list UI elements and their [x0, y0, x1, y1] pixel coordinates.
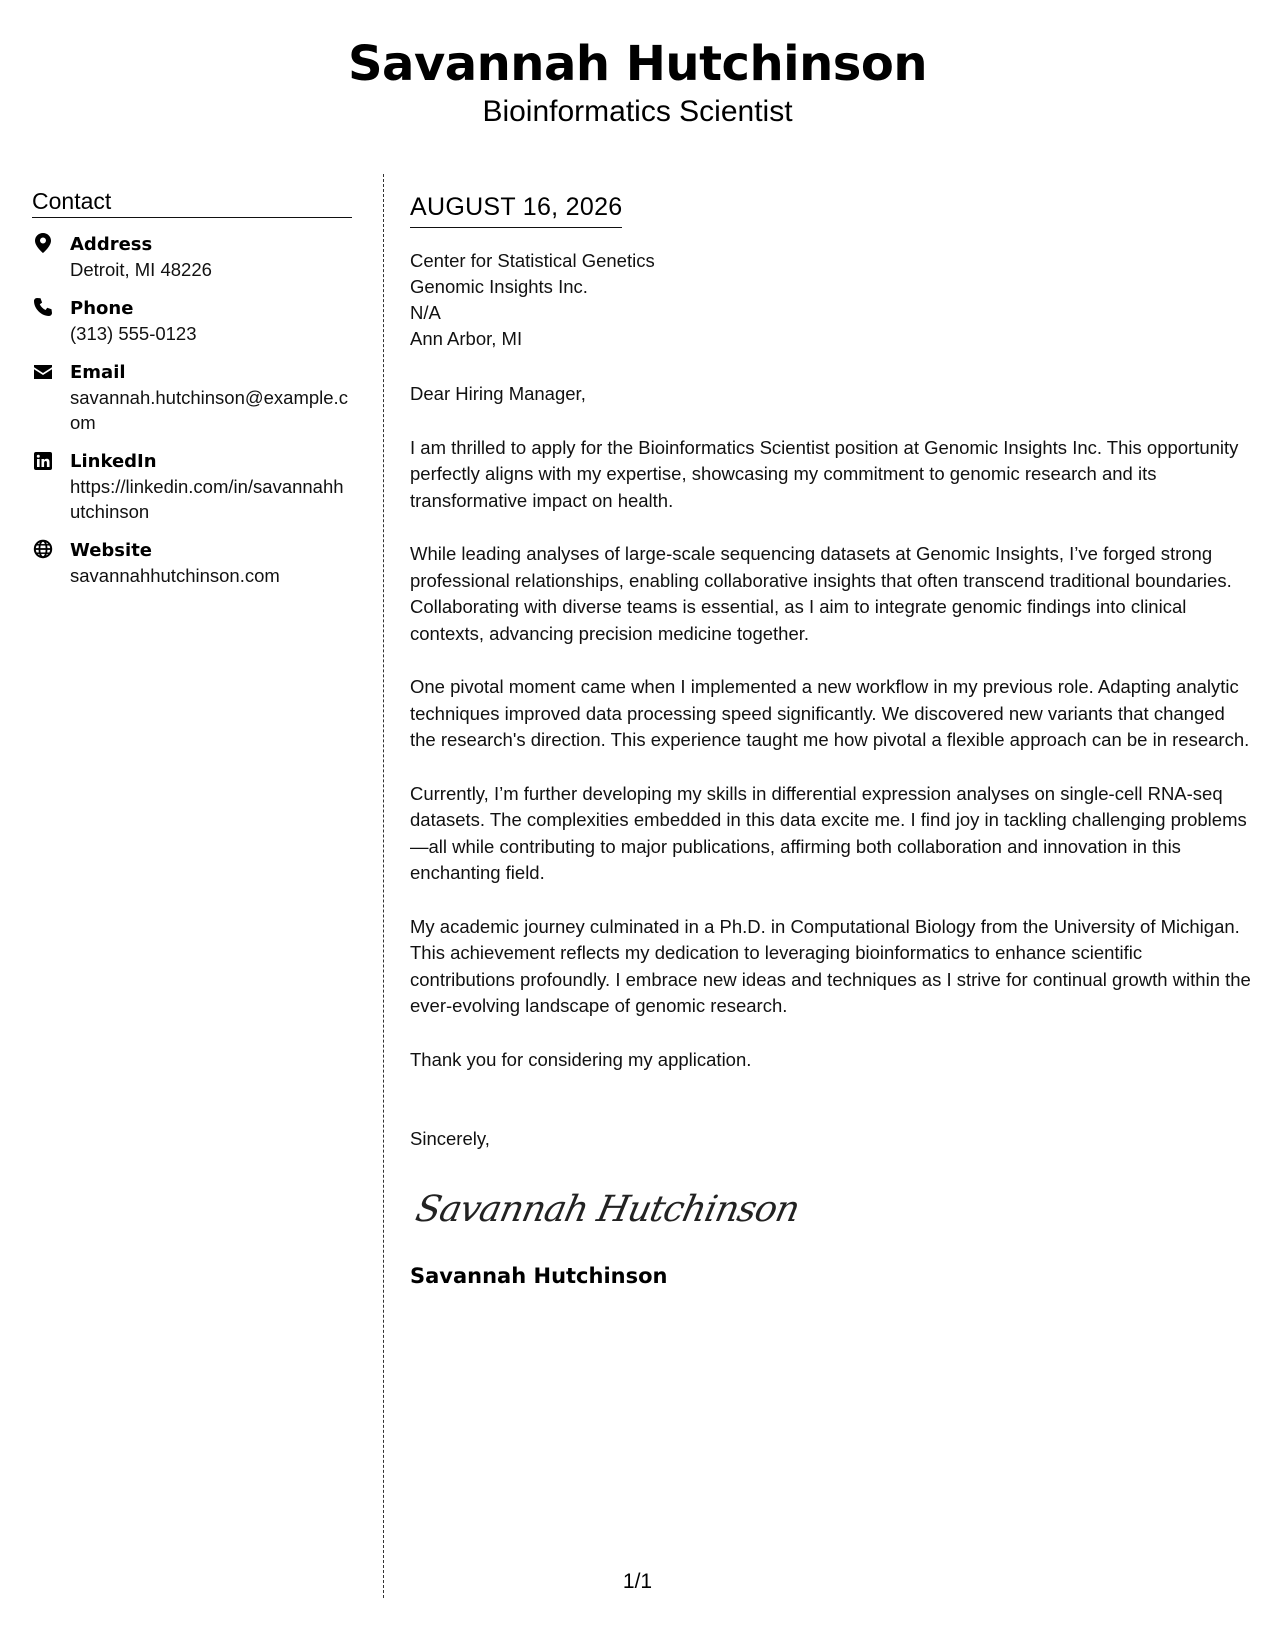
body-paragraph: Thank you for considering my application. — [410, 1048, 752, 1070]
contact-label: Email — [70, 362, 126, 383]
contact-item-linkedin — [32, 449, 352, 524]
phone-value: (313) 555-0123 — [70, 323, 197, 344]
applicant-name: Savannah Hutchinson — [347, 36, 927, 92]
recipient-line: N/A — [410, 302, 441, 323]
contact-label: Phone — [70, 298, 134, 319]
letter-date: AUGUST 16, 2026 — [410, 190, 622, 228]
closing: Sincerely, — [410, 1128, 490, 1149]
website-value[interactable]: savannahhutchinson.com — [70, 565, 280, 586]
letter-body — [410, 190, 1252, 1290]
linkedin-icon — [32, 450, 54, 472]
recipient-line: Genomic Insights Inc. — [410, 276, 588, 297]
contact-list — [32, 232, 352, 588]
applicant-title: Bioinformatics Scientist — [482, 95, 793, 128]
contact-item-address — [32, 232, 352, 282]
recipient-line: Ann Arbor, MI — [410, 328, 523, 349]
recipient-line: Center for Statistical Genetics — [410, 250, 655, 271]
contact-sidebar — [32, 186, 352, 588]
body-paragraph: I am thrilled to apply for the Bioinformatics Scientist position at Genomic Insights Inc. This opportunity perfectly aligns with my expertise, showcasing my commitment to genomic research and its transformative impact on health. — [410, 436, 1239, 511]
signer-name: Savannah Hutchinson — [410, 1264, 668, 1288]
body-paragraph: Currently, I’m further developing my skills in differential expression analyses on single-cell RNA-seq datasets. The complexities embedded in this data excite me. I find joy in tackling challenging problems—all while contributing to major publications, affirming both collaboration and innovation in this enchanting field. — [410, 782, 1247, 883]
contact-item-email — [32, 360, 352, 435]
linkedin-value[interactable]: https://linkedin.com/in/savannahhutchinson — [70, 476, 344, 522]
contact-label: Website — [70, 540, 153, 561]
column-divider — [383, 174, 384, 1598]
body-paragraph: While leading analyses of large-scale sequencing datasets at Genomic Insights, I’ve forged strong professional relationships, enabling collaborative insights that often transcend traditional boundaries. Collaborating with diverse teams is essential, as I aim to integrate genomic findings into clinical contexts, advancing precision medicine together. — [410, 543, 1232, 644]
contact-heading: Contact — [32, 186, 352, 218]
contact-label: LinkedIn — [70, 451, 157, 472]
map-pin-icon — [32, 233, 54, 255]
email-value: savannah.hutchinson@example.com — [70, 387, 348, 433]
handwritten-signature: Savannah Hutchinson — [412, 1189, 803, 1230]
address-value: Detroit, MI 48226 — [70, 259, 212, 280]
recipient-block — [410, 248, 1252, 352]
body-paragraph: My academic journey culminated in a Ph.D. in Computational Biology from the University of Michigan. This achievement reflects my dedication to leveraging bioinformatics to enhance scientific contributions profoundly. I embrace new ideas and techniques as I strive for continual growth within the ever-evolving landscape of genomic research. — [410, 915, 1251, 1016]
contact-item-phone — [32, 296, 352, 346]
globe-icon — [32, 539, 54, 561]
envelope-icon — [32, 361, 54, 383]
salutation: Dear Hiring Manager, — [410, 383, 586, 404]
page-number: 1/1 — [622, 1570, 653, 1593]
phone-icon — [32, 297, 54, 319]
contact-label: Address — [70, 234, 153, 255]
contact-item-website — [32, 538, 352, 588]
body-paragraph: One pivotal moment came when I implemented a new workflow in my previous role. Adapting analytic techniques improved data processing speed significantly. We discovered new variants that changed the research's direction. This experience taught me how pivotal a flexible approach can be in research. — [410, 676, 1250, 750]
resume-header — [0, 34, 1275, 130]
